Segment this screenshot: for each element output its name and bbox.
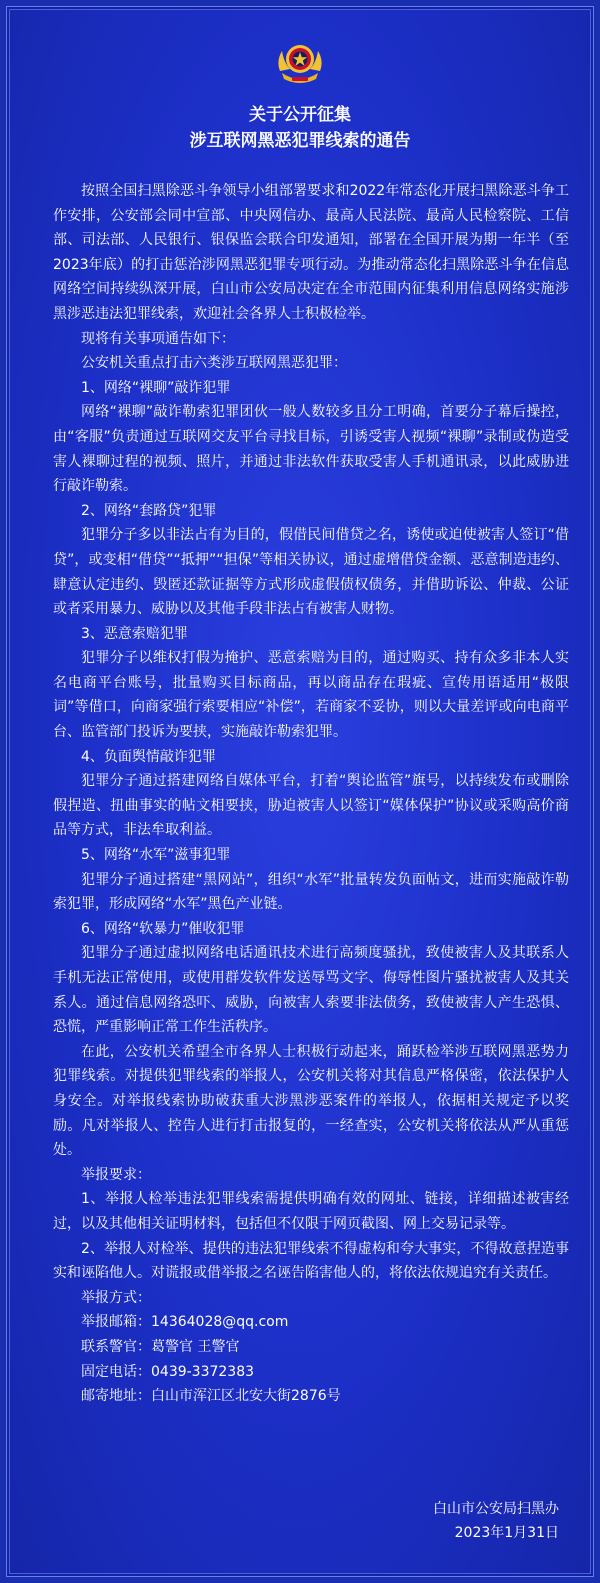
appeal-paragraph: 在此，公安机关希望全市各界人士积极行动起来，踊跃检举涉互联网黑恶势力犯罪线索。对提供犯罪线索的举报人，公安机关将对其信息严格保密，依法保护人身安全。对举报线索协助破获重大涉黑涉恶案件的举报人，依据相关规定予以奖励。凡对举报人、控告人进行打击报复的，一经查实，公安机关将依法从严从重惩处。 bbox=[53, 1043, 569, 1159]
crime-type-5-text: 犯罪分子通过搭建“黑网站”，组织“水军”批量转发负面帖文，进而实施敲诈勒索犯罪，形成网络“水军”黑色产业链。 bbox=[53, 871, 569, 913]
crime-type-3-heading: 3、恶意索赔犯罪 bbox=[81, 625, 188, 642]
signature-org: 白山市公安局扫黑办 bbox=[433, 1501, 559, 1517]
contact-email: 举报邮箱：14364028@qq.com bbox=[81, 1314, 289, 1331]
signature-date: 2023年1月31日 bbox=[454, 1525, 559, 1541]
notice-body bbox=[53, 179, 569, 1409]
crime-type-5-heading: 5、网络“水军”滋事犯罪 bbox=[81, 847, 231, 864]
contact-heading: 举报方式： bbox=[81, 1289, 151, 1306]
requirement-2: 2、举报人对检举、提供的违法犯罪线索不得虚构和夸大事实，不得故意捏造事实和诬陷他人。对谎报或借举报之名诬告陷害他人的，将依法依规追究有关责任。 bbox=[53, 1240, 569, 1282]
notice-lead: 现将有关事项通告如下： bbox=[81, 330, 235, 347]
crime-type-4-heading: 4、负面舆情敲诈犯罪 bbox=[81, 748, 216, 765]
crime-type-4-text: 犯罪分子通过搭建网络自媒体平台，打着“舆论监管”旗号，以持续发布或删除假捏造、扭曲事实的帖文相要挟，胁迫被害人以签订“媒体保护”协议或采购高价商品等方式，非法牟取利益。 bbox=[53, 773, 569, 839]
crime-type-1-text: 网络“裸聊”敲诈勒索犯罪团伙一般人数较多且分工明确，首要分子幕后操控，由“客服”负责通过互联网交友平台寻找目标，引诱受害人视频“裸聊”录制或伪造受害人裸聊过程的视频、照片，并通过非法软件获取受害人手机通讯录，以此威胁进行敲诈勒索。 bbox=[53, 404, 569, 495]
intro-paragraph: 按照全国扫黑除恶斗争领导小组部署要求和2022年常态化开展扫黑除恶斗争工作安排，公安部会同中宣部、中央网信办、最高人民法院、最高人民检察院、工信部、司法部、人民银行、银保监会联合印发通知，部署在全国开展为期一年半（至2023年底）的打击惩治涉网黑恶犯罪专项行动。为推动常态化扫黑除恶斗争在信息网络空间持续纵深开展，白山市公安局决定在全市范围内征集利用信息网络实施涉黑涉恶违法犯罪线索，欢迎社会各界人士积极检举。 bbox=[53, 183, 569, 322]
contact-phone: 固定电话：0439-3372383 bbox=[81, 1363, 255, 1380]
crime-type-1-heading: 1、网络“裸聊”敲诈犯罪 bbox=[81, 379, 231, 396]
crime-type-2-heading: 2、网络“套路贷”犯罪 bbox=[81, 502, 217, 519]
notice-title-line2: 涉互联网黑恶犯罪线索的通告 bbox=[189, 131, 411, 151]
requirement-1: 1、举报人检举违法犯罪线索需提供明确有效的网址、链接，详细描述被害经过，以及其他相关证明材料，包括但不仅限于网页截图、网上交易记录等。 bbox=[53, 1191, 569, 1232]
notice-title-line1: 关于公开征集 bbox=[249, 105, 351, 125]
crime-type-6-text: 犯罪分子通过虚拟网络电话通讯技术进行高频度骚扰，致使被害人及其联系人手机无法正常使用，或使用群发软件发送辱骂文字、侮辱性图片骚扰被害人及其关系人。通过信息网络恐吓、威胁，向被害人索要非法债务，致使被害人产生恐惧、恐慌，严重影响正常工作生活秩序。 bbox=[53, 945, 569, 1036]
contact-officers: 联系警官：葛警官 王警官 bbox=[81, 1338, 240, 1355]
requirements-heading: 举报要求： bbox=[81, 1166, 151, 1183]
contact-address: 邮寄地址：白山市浑江区北安大街2876号 bbox=[81, 1388, 341, 1405]
police-emblem-icon bbox=[274, 41, 326, 85]
section-heading-crimes: 公安机关重点打击六类涉互联网黑恶犯罪： bbox=[81, 355, 347, 372]
crime-type-2-text: 犯罪分子多以非法占有为目的，假借民间借贷之名，诱使或迫使被害人签订“借贷”，或变相“借贷”“抵押”“担保”等相关协议，通过虚增借贷金额、恶意制造违约、肆意认定违约、毁匿还款证据等方式形成虚假债权债务，并借助诉讼、仲裁、公证或者采用暴力、威胁以及其他手段非法占有被害人财物。 bbox=[53, 527, 569, 618]
crime-type-3-text: 犯罪分子以维权打假为掩护、恶意索赔为目的，通过购买、持有众多非本人实名电商平台账号，批量购买目标商品，再以商品存在瑕疵、宣传用语适用“极限词”等借口，向商家强行索要相应“补偿”，若商家不妥协，则以大量差评或向电商平台、监管部门投诉为要挟，实施敲诈勒索犯罪。 bbox=[53, 650, 569, 741]
crime-type-6-heading: 6、网络“软暴力”催收犯罪 bbox=[81, 920, 245, 937]
